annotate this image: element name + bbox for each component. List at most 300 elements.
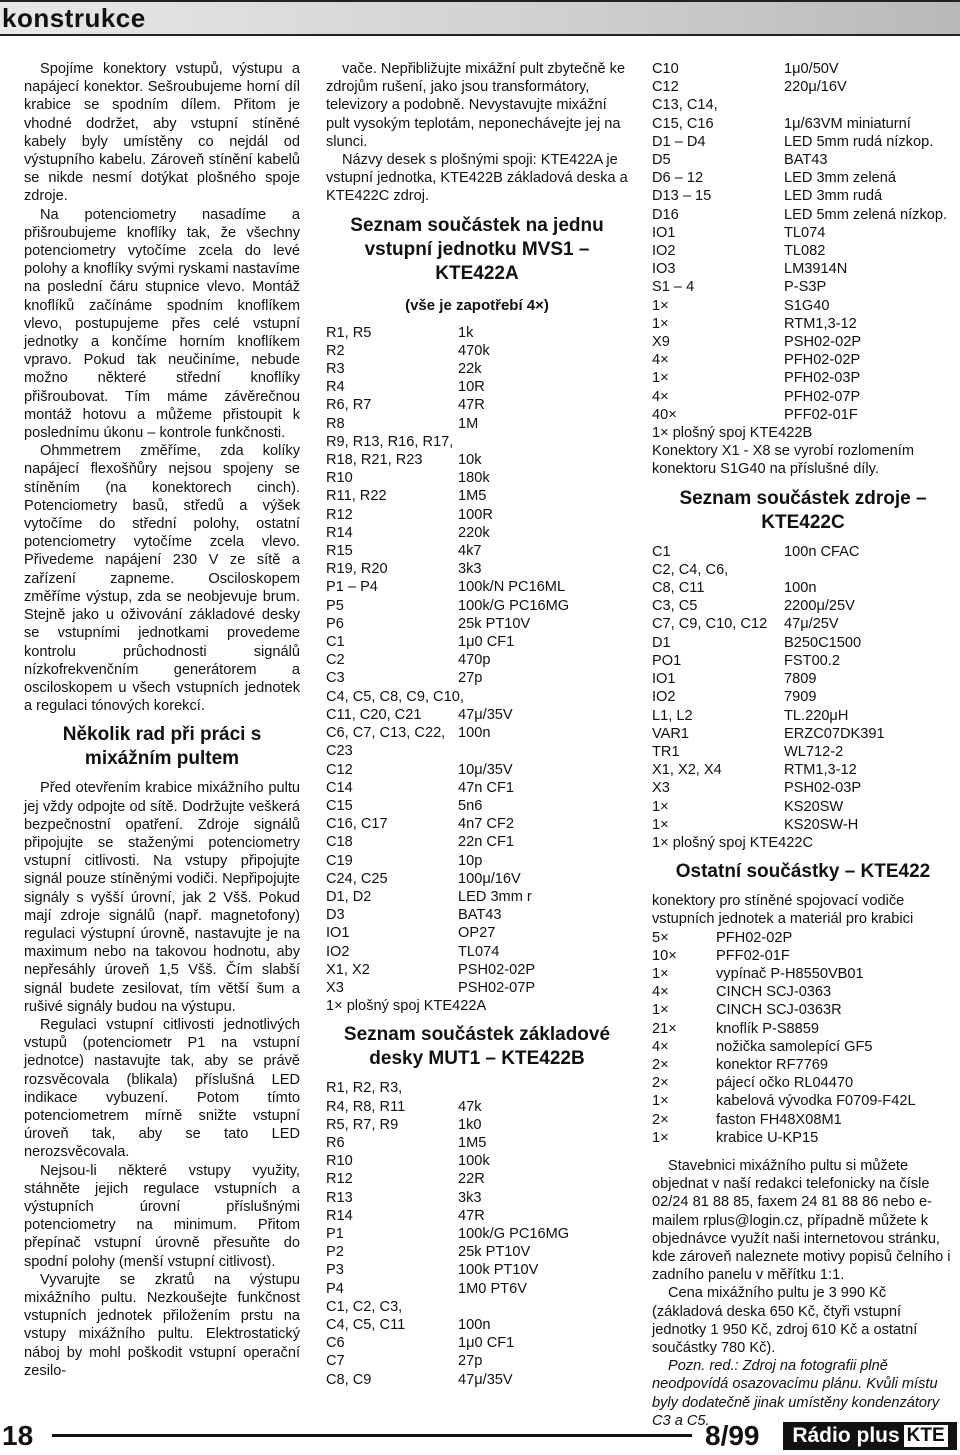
part-value: 100n: [458, 725, 491, 742]
part-row: [326, 560, 628, 578]
part-row: [652, 297, 954, 315]
kte-logo: KTE: [904, 1425, 948, 1447]
parts-list-kte422b-cont: [652, 60, 954, 442]
part-ref: 1×: [652, 297, 669, 314]
part-row: [652, 1129, 954, 1147]
part-value: TL074: [458, 943, 500, 960]
part-row: [652, 1074, 954, 1092]
part-value: 100n CFAC: [784, 543, 860, 560]
part-ref: R5, R7, R9: [326, 1116, 399, 1133]
part-value: 2200μ/25V: [784, 598, 855, 615]
part-value: [402, 1079, 628, 1097]
footer-rule: [52, 1434, 692, 1437]
part-value: [728, 561, 954, 579]
part-row: [652, 206, 954, 224]
part-value: LM3914N: [784, 261, 848, 278]
part-value: 1μ0 CF1: [458, 1335, 515, 1352]
part-value: 47μ/25V: [784, 616, 839, 633]
part-value: 7809: [784, 671, 817, 688]
part-ref: D1: [652, 634, 671, 651]
part-value: 470p: [458, 652, 491, 669]
part-value: LED 5mm zelená nízkop.: [784, 206, 948, 223]
part-row: [326, 669, 628, 687]
page-number: 18: [2, 1420, 34, 1451]
part-value: 1k0: [458, 1116, 482, 1133]
part-ref: 1×: [652, 965, 669, 982]
part-ref: R14: [326, 524, 353, 541]
part-value: 100k/G PC16MG: [458, 1225, 570, 1242]
part-row: [326, 578, 628, 596]
part-ref: IO3: [652, 261, 676, 278]
part-ref: S1 – 4: [652, 279, 695, 296]
part-row: [326, 833, 628, 851]
part-ref: D1 – D4: [652, 133, 706, 150]
part-ref: R1, R5: [326, 324, 372, 341]
part-ref: IO2: [326, 943, 350, 960]
part-row: [652, 151, 954, 169]
part-value: 100n: [458, 1316, 491, 1333]
part-row: [326, 469, 628, 487]
part-row: [326, 1170, 628, 1188]
col2-heading-2: Seznam součástek základové desky MUT1 – KTE422B: [343, 1024, 611, 1070]
part-ref: C14: [326, 779, 353, 796]
part-row: [326, 688, 628, 706]
part-value: PSH02-03P: [784, 780, 862, 797]
part-ref: R10: [326, 1153, 353, 1170]
part-ref: C4, C5, C11: [326, 1316, 406, 1333]
part-row: [652, 634, 954, 652]
section-title: konstrukce: [2, 3, 146, 33]
part-row: [652, 388, 954, 406]
part-ref: 1× plošný spoj KTE422B: [652, 425, 813, 442]
column-3: [652, 60, 954, 1430]
part-value: 10k: [458, 452, 482, 469]
part-value: PFF02-01F: [784, 406, 858, 423]
part-row: [326, 870, 628, 888]
part-row: [326, 1371, 628, 1389]
part-ref: R11, R22: [326, 488, 387, 505]
part-ref: C8, C9: [326, 1371, 372, 1388]
paragraph: Spojíme konektory vstupů, výstupu a napájecí konektor. Sešroubujeme horní díl krabice se spodním dílem. Přitom je vhodné dodržet, aby vstupní stíněné kabely byly umístěny co nejdál od výstupního kabelu. Zároveň stínění kabelů se nikde nesmí dotýkat plošného spoje zdroje.: [24, 61, 300, 205]
part-ref: IO2: [652, 689, 676, 706]
part-value: PFH02-02P: [784, 352, 861, 369]
part-value: 10μ/35V: [458, 761, 513, 778]
part-row: [326, 943, 628, 961]
part-ref: C1: [326, 634, 345, 651]
part-row: [652, 561, 954, 579]
column-1: [24, 60, 300, 1380]
part-value: 3k3: [458, 561, 482, 578]
part-row: [652, 597, 954, 615]
part-ref: X1, X2, X4: [652, 762, 722, 779]
col3-note-1: Konektory X1 - X8 se vyrobí rozlomením konektoru S1G40 na příslušné díly.: [652, 443, 914, 478]
part-value: PSH02-07P: [458, 979, 536, 996]
part-row: [326, 1152, 628, 1170]
part-row: [326, 1225, 628, 1243]
part-ref: R9, R13, R16, R17,: [326, 433, 454, 450]
part-row: [326, 961, 628, 979]
part-row: [326, 1116, 628, 1134]
part-ref: D6 – 12: [652, 170, 704, 187]
parts-list-other: [652, 929, 954, 1147]
part-ref: 1× plošný spoj KTE422A: [326, 998, 487, 1015]
part-value: [464, 688, 628, 706]
part-row: [652, 688, 954, 706]
part-ref: C3, C5: [652, 598, 698, 615]
part-row: [326, 852, 628, 870]
part-row: [652, 834, 954, 852]
part-row: [652, 615, 954, 633]
part-row: [326, 906, 628, 924]
part-value: [402, 1298, 628, 1316]
part-row: [652, 579, 954, 597]
part-ref: R2: [326, 342, 345, 359]
part-ref: C3: [326, 670, 345, 687]
part-value: nožička samolepící GF5: [716, 1038, 873, 1055]
issue-number: 8/99: [705, 1420, 760, 1451]
part-value: kabelová vývodka F0709-F42L: [716, 1093, 916, 1110]
part-value: TL.220μH: [784, 707, 849, 724]
part-row: [326, 1298, 628, 1316]
part-value: 1k: [458, 324, 474, 341]
part-value: CINCH SCJ-0363R: [716, 1002, 842, 1019]
part-value: 22R: [458, 1171, 485, 1188]
part-ref: C15, C16: [652, 115, 714, 132]
part-row: [652, 315, 954, 333]
part-row: [652, 424, 954, 442]
part-ref: R4, R8, R11: [326, 1098, 406, 1115]
part-value: WL712-2: [784, 743, 844, 760]
part-value: PFH02-03P: [784, 370, 861, 387]
part-value: vypínač P-H8550VB01: [716, 965, 864, 982]
part-value: 10p: [458, 852, 483, 869]
part-row: [326, 433, 628, 451]
part-value: 4k7: [458, 543, 482, 560]
part-ref: R10: [326, 470, 353, 487]
part-row: [326, 888, 628, 906]
part-ref: R15: [326, 543, 353, 560]
part-row: [326, 1334, 628, 1352]
part-value: PSH02-02P: [458, 961, 536, 978]
part-ref: R14: [326, 1207, 353, 1224]
part-row: [326, 633, 628, 651]
part-ref: R18, R21, R23: [326, 452, 423, 469]
part-value: 47k: [458, 1098, 482, 1115]
part-ref: C7, C9, C10, C12: [652, 616, 768, 633]
col1-tips-paragraphs: [24, 779, 300, 1380]
part-value: 7909: [784, 689, 817, 706]
part-ref: C8, C11: [652, 580, 705, 597]
part-row: [326, 1098, 628, 1116]
part-value: LED 3mm rudá: [784, 188, 883, 205]
part-ref: C12: [652, 79, 679, 96]
col2-paragraphs: [326, 60, 628, 206]
part-row: [326, 487, 628, 505]
part-value: 100k: [458, 1153, 490, 1170]
part-ref: R12: [326, 1171, 353, 1188]
part-row: [326, 506, 628, 524]
part-value: 1M5: [458, 1134, 487, 1151]
part-value: PSH02-02P: [784, 334, 862, 351]
part-value: [813, 834, 954, 852]
part-value: 470k: [458, 342, 490, 359]
part-row: [326, 1243, 628, 1261]
part-ref: C7: [326, 1353, 345, 1370]
part-value: RTM1,3-12: [784, 762, 857, 779]
part-row: [326, 797, 628, 815]
part-ref: 2×: [652, 1056, 669, 1073]
paragraph: Vyvarujte se zkratů na výstupu mixážního pultu. Nezkoušejte funkčnost vstupních jednotek přiložením prstu na vstupy mixážního pultu. Elektrostatický náboj by mohl poškodit vstupní operační zesilo-: [24, 1271, 300, 1379]
part-row: [652, 743, 954, 761]
part-value: TL074: [784, 224, 826, 241]
col1-heading: Několik rad při práci s mixážním pultem: [62, 724, 262, 770]
part-value: ERZC07DK391: [784, 725, 885, 742]
part-value: 100μ/16V: [458, 870, 521, 887]
part-row: [652, 187, 954, 205]
part-ref: C6, C7, C13, C22, C23: [326, 725, 446, 760]
paragraph: Názvy desek s plošnými spoji: KTE422A je vstupní jednotka, KTE422B základová deska a KTE422C zdroj.: [326, 152, 628, 205]
part-ref: P6: [326, 615, 344, 632]
part-value: 1M5: [458, 488, 487, 505]
part-ref: 1×: [652, 370, 669, 387]
part-row: [326, 997, 628, 1015]
part-ref: D13 – 15: [652, 188, 712, 205]
part-row: [652, 816, 954, 834]
part-ref: D1, D2: [326, 888, 372, 905]
part-row: [326, 415, 628, 433]
part-ref: 4×: [652, 984, 669, 1001]
paragraph: Stavebnici mixážního pultu si můžete objednat v naší redakci telefonicky na čísle 02/24 81 88 85, faxem 24 81 88 86 nebo e-mailem rplus@login.cz, případně můžete k objednávce využít naši internetovou stránku, kde zároveň naleznete motivy popisů čelního i zadního panelu v měřítku 1:1.: [652, 1157, 951, 1284]
part-ref: C6: [326, 1335, 345, 1352]
part-value: 5n6: [458, 797, 483, 814]
part-value: TL082: [784, 243, 826, 260]
section-header: [0, 0, 960, 36]
part-ref: L1, L2: [652, 707, 693, 724]
part-value: LED 3mm zelená: [784, 170, 896, 187]
part-value: CINCH SCJ-0363: [716, 984, 832, 1001]
paragraph: Na potenciometry nasadíme a přišroubujeme knoflíky tak, že všechny potenciometry vytočíme zcela do levé polohy a knoflíky svými ryskami nastavíme na poslední čáru stupnice vlevo. Montáž knoflíků začínáme spodním knoflíkem vlevo, postupujeme přes celé vstupní jednotky a končíme horním knoflíkem vpravo. Pokud tak neučiníme, nebude možno některé střední knoflíky přišroubovat. Tím máme závěrečnou montáž hotovu a můžeme přistoupit k poslednímu úkonu – kontrole funkčnosti.: [24, 206, 300, 442]
paragraph: Cena mixážního pultu je 3 990 Kč (základová deska 650 Kč, čtyři vstupní jednotky 1 950 Kč, zdroj 610 Kč a ostatní součástky 780 Kč).: [652, 1285, 918, 1356]
part-ref: IO1: [326, 925, 350, 942]
part-row: [326, 815, 628, 833]
part-row: [326, 342, 628, 360]
part-row: [326, 651, 628, 669]
part-row: [652, 1056, 954, 1074]
part-value: 1M: [458, 415, 479, 432]
part-row: [326, 724, 628, 760]
part-ref: 1×: [652, 798, 669, 815]
part-value: BAT43: [458, 907, 502, 924]
part-row: [652, 1001, 954, 1019]
part-value: krabice U-KP15: [716, 1129, 819, 1146]
part-ref: R12: [326, 506, 353, 523]
part-value: 27p: [458, 670, 483, 687]
part-row: [652, 406, 954, 424]
part-value: BAT43: [784, 152, 828, 169]
part-ref: 4×: [652, 388, 669, 405]
part-value: faston FH48X08M1: [716, 1111, 842, 1128]
part-ref: C1: [652, 543, 671, 560]
part-value: 1μ0/50V: [784, 61, 839, 77]
part-row: [326, 324, 628, 342]
parts-list-kte422b: [326, 1079, 628, 1388]
part-row: [652, 224, 954, 242]
part-ref: X1, X2: [326, 961, 370, 978]
part-row: [652, 351, 954, 369]
part-ref: C15: [326, 797, 353, 814]
part-ref: 4×: [652, 352, 669, 369]
part-row: [652, 929, 954, 947]
part-row: [326, 1079, 628, 1097]
part-value: 1μ0 CF1: [458, 634, 515, 651]
part-row: [652, 707, 954, 725]
part-value: 47n CF1: [458, 779, 514, 796]
part-row: [652, 1111, 954, 1129]
part-value: 10R: [458, 379, 485, 396]
part-value: knoflík P-S8859: [716, 1020, 820, 1037]
paragraph: Ohmmetrem změříme, zda kolíky napájecí flexošňůry nejsou spojeny se stíněním (na konektorech cinch). Potenciometry basů, středů a výšek vytočíme do střední polohy, ostatní potenciometry vytočíme zcela vlevo. Přivedeme napájení 230 V ze sítě a zařízení zapneme. Osciloskopem změříme výstup, zda se neobjevuje brum. Stejně jako u oživování základové desky se vstupními jednotkami provedeme kontrolu průchodnosti signálů nízkofrekvenčním generátorem a osciloskopem u všech vstupních jednotek a regulaci tónových korekcí.: [24, 443, 300, 715]
part-ref: C19: [326, 852, 353, 869]
part-row: [652, 798, 954, 816]
part-value: PFH02-07P: [784, 388, 861, 405]
part-row: [326, 706, 628, 724]
part-ref: C13, C14,: [652, 97, 718, 114]
part-ref: C1, C2, C3,: [326, 1298, 403, 1315]
part-row: [652, 133, 954, 151]
part-row: [652, 1092, 954, 1110]
part-value: [718, 96, 954, 114]
part-ref: IO1: [652, 671, 676, 688]
part-ref: C11, C20, C21: [326, 706, 422, 723]
col2-subheading-1: (vše je zapotřebí 4×): [405, 296, 549, 314]
part-value: 220k: [458, 524, 490, 541]
col3-heading-1: Seznam součástek zdroje – KTE422C: [679, 487, 927, 533]
col1-intro-paragraphs: [24, 60, 300, 715]
part-row: [326, 378, 628, 396]
part-value: [486, 997, 628, 1015]
part-ref: X3: [326, 979, 344, 996]
col3-note-2: Pozn. red.: Zdroj na fotografii plně neodpovídá osazovacímu plánu. Kvůli místu byly dodatečně jinak umístěny kondenzátory C3 a C5.: [652, 1358, 940, 1429]
part-value: LED 5mm rudá nízkop.: [784, 133, 934, 150]
part-value: 3k3: [458, 1189, 482, 1206]
part-ref: X9: [652, 334, 670, 351]
part-row: [326, 1280, 628, 1298]
part-value: konektor RF7769: [716, 1056, 828, 1073]
part-value: B250C1500: [784, 634, 862, 651]
part-value: 1μ/63VM miniaturní: [784, 115, 911, 132]
part-row: [652, 779, 954, 797]
part-ref: 1×: [652, 1002, 669, 1019]
part-value: OP27: [458, 925, 496, 942]
part-row: [652, 260, 954, 278]
parts-list-kte422c: [652, 543, 954, 852]
part-row: [326, 1316, 628, 1334]
part-row: [326, 1189, 628, 1207]
part-ref: C4, C5, C8, C9, C10,: [326, 688, 464, 705]
part-ref: P1: [326, 1225, 344, 1242]
paragraph: vače. Nepřibližujte mixážní pult zbytečně ke zdrojům rušení, jako jsou transformátory, televizory a podobně. Nevystavujte mixážní pult vysokým teplotám, neponechávejte jej na slunci.: [326, 61, 626, 150]
part-value: P-S3P: [784, 279, 827, 296]
part-ref: X3: [652, 780, 670, 797]
part-ref: PO1: [652, 652, 682, 669]
part-row: [326, 451, 628, 469]
part-value: 4n7 CF2: [458, 816, 514, 833]
part-ref: R19, R20: [326, 561, 388, 578]
part-ref: 2×: [652, 1111, 669, 1128]
parts-list-kte422a: [326, 324, 628, 1016]
part-ref: R3: [326, 361, 345, 378]
part-value: LED 3mm r: [458, 888, 532, 905]
part-ref: 1×: [652, 1129, 669, 1146]
part-ref: 1× plošný spoj KTE422C: [652, 834, 814, 851]
part-ref: R13: [326, 1189, 353, 1206]
part-ref: D5: [652, 152, 671, 169]
part-value: PFH02-02P: [716, 929, 793, 946]
part-row: [652, 761, 954, 779]
part-row: [326, 1207, 628, 1225]
part-value: 100k PT10V: [458, 1262, 539, 1279]
part-value: 25k PT10V: [458, 615, 531, 632]
part-value: [812, 424, 954, 442]
part-row: [652, 115, 954, 133]
part-row: [652, 278, 954, 296]
part-value: 100k/G PC16MG: [458, 597, 570, 614]
part-row: [326, 761, 628, 779]
part-row: [326, 360, 628, 378]
part-value: KS20SW-H: [784, 816, 859, 833]
part-ref: VAR1: [652, 725, 690, 742]
part-ref: 1×: [652, 816, 669, 833]
part-ref: 21×: [652, 1020, 677, 1037]
part-ref: R6: [326, 1134, 345, 1151]
part-value: 100k/N PC16ML: [458, 579, 566, 596]
paragraph: Regulaci vstupní citlivosti jednotlivých vstupů (potenciometr P1 na vstupní jednotce) nastavujte tak, aby se právě rozsvěcovala (blikala) příslušná LED indikace vybuzení. Potom tímto potenciometrem mírně snižte vstupní úroveň tak, aby se tato LED nerozsvěcovala.: [24, 1016, 300, 1161]
part-ref: D3: [326, 907, 345, 924]
part-ref: 4×: [652, 1038, 669, 1055]
part-ref: C10: [652, 61, 679, 77]
part-value: 25k PT10V: [458, 1244, 531, 1261]
part-ref: IO2: [652, 243, 676, 260]
paragraph: Nejsou-li některé vstupy využity, stáhněte jejich regulace vstupních a výstupních úrovní příslušnými potenciometry na minimum. Přitom přepínač vstupní úrovně přesuňte do spodní polohy (menší vstupní citlivost).: [24, 1162, 300, 1270]
part-ref: P5: [326, 597, 344, 614]
part-row: [326, 524, 628, 542]
part-row: [326, 1134, 628, 1152]
part-value: 47μ/35V: [458, 1371, 513, 1388]
part-row: [326, 597, 628, 615]
part-ref: C2: [326, 652, 345, 669]
part-value: KS20SW: [784, 798, 844, 815]
part-ref: R4: [326, 379, 345, 396]
part-row: [652, 96, 954, 114]
part-ref: C24, C25: [326, 870, 388, 887]
brand-name: Rádio plus: [792, 1424, 900, 1447]
part-row: [326, 779, 628, 797]
part-value: 47R: [458, 397, 485, 414]
part-row: [652, 60, 954, 78]
part-ref: 1×: [652, 315, 669, 332]
part-value: pájecí očko RL04470: [716, 1075, 854, 1092]
part-ref: C12: [326, 761, 353, 778]
part-row: [652, 543, 954, 561]
part-ref: 2×: [652, 1075, 669, 1092]
col3-other-intro: konektory pro stíněné spojovací vodiče vstupních jednotek a materiál pro krabici: [652, 893, 914, 928]
part-value: [453, 433, 628, 451]
part-ref: P1 – P4: [326, 579, 378, 596]
part-ref: 10×: [652, 947, 677, 964]
part-ref: R6, R7: [326, 397, 372, 414]
part-ref: P4: [326, 1280, 344, 1297]
part-row: [326, 979, 628, 997]
